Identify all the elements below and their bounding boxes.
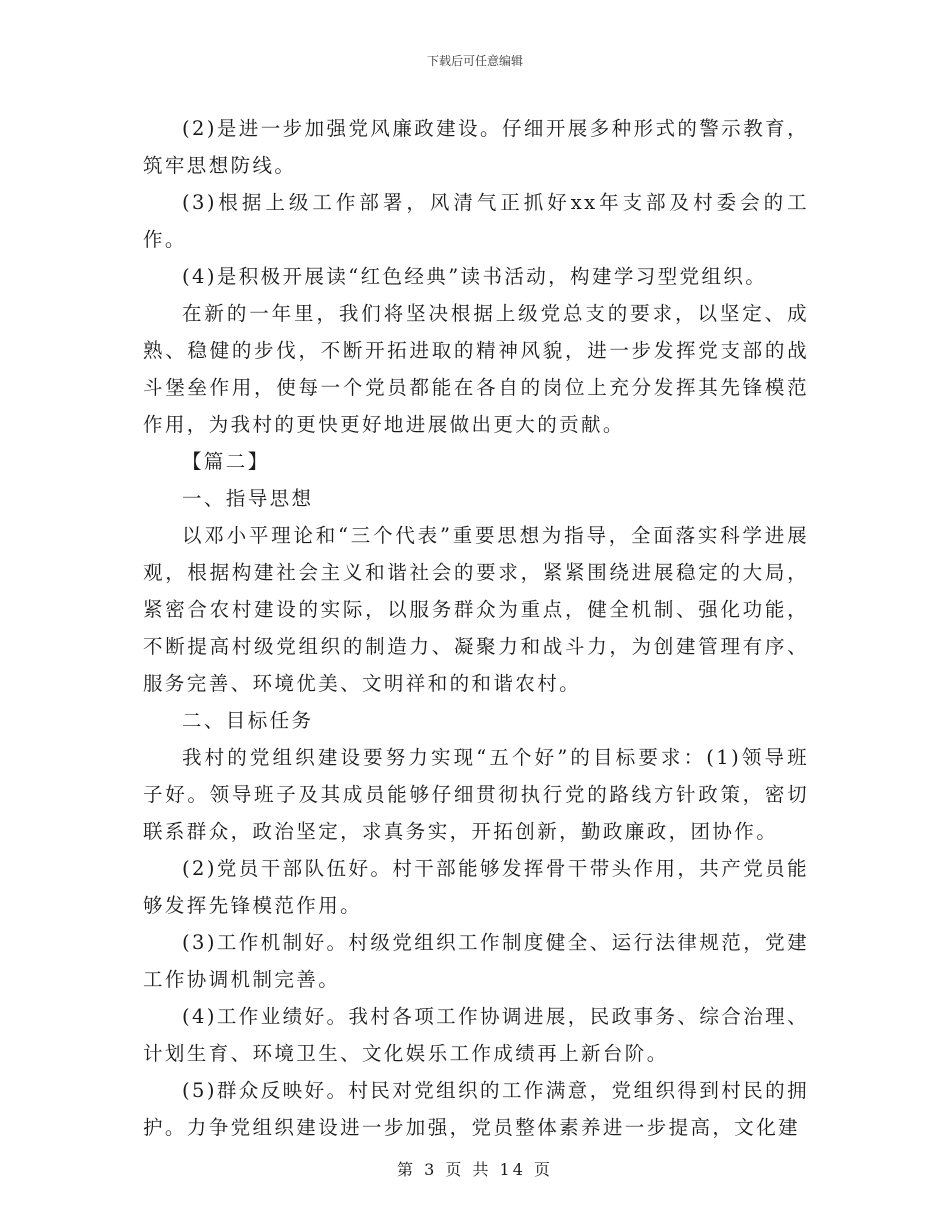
- paragraph-goal-5: (5)群众反映好。村民对党组织的工作满意，党组织得到村民的拥护。力争党组织建设进一步加强，党员整体素养进一步提高，文化建: [143, 1079, 809, 1139]
- paragraph-goal-4: (4)工作业绩好。我村各项工作协调进展，民政事务、综合治理、计划生育、环境卫生、文化娱乐工作成绩再上新台阶。: [143, 1005, 809, 1065]
- paragraph-guiding-thought: 以邓小平理论和“三个代表”重要思想为指导，全面落实科学进展观，根据构建社会主义和谐社会的要求，紧紧围绕进展稳定的大局，紧密合农村建设的实际，以服务群众为重点，健全机制、强化功能，不断提高村级党组织的制造力、凝聚力和战斗力，为创建管理有序、服务完善、环境优美、文明祥和的和谐农村。: [143, 524, 809, 695]
- page-number-footer: 第 3 页 共 14 页: [397, 1160, 553, 1179]
- paragraph-4: 在新的一年里，我们将坚决根据上级党总支的要求，以坚定、成熟、稳健的步伐，不断开拓进取的精神风貌，进一步发挥党支部的战斗堡垒作用，使每一个党员都能在各自的岗位上充分发挥其先锋模范作用，为我村的更快更好地进展做出更大的贡献。: [143, 302, 809, 436]
- paragraph-goal-2: (2)党员干部队伍好。村干部能够发挥骨干带头作用，共产党员能够发挥先锋模范作用。: [143, 857, 809, 917]
- page-header: 下载后可任意编辑: [426, 54, 523, 68]
- paragraph-3: (4)是积极开展读“红色经典”读书活动，构建学习型党组织。: [182, 265, 768, 288]
- paragraph-goal-1: 我村的党组织建设要努力实现“五个好”的目标要求：(1)领导班子好。领导班子及其成员能够仔细贯彻执行党的路线方针政策，密切联系群众，政治坚定，求真务实，开拓创新，勤政廉政，团协作。: [143, 746, 809, 843]
- section-heading-goals: 二、目标任务: [182, 709, 314, 732]
- section-heading-guiding-thought: 一、指导思想: [182, 487, 314, 510]
- paragraph-goal-3: (3)工作机制好。村级党组织工作制度健全、运行法律规范，党建工作协调机制完善。: [143, 931, 809, 991]
- paragraph-1: (2)是进一步加强党风廉政建设。仔细开展多种形式的警示教育，筑牢思想防线。: [143, 117, 809, 177]
- paragraph-2: (3)根据上级工作部署，风清气正抓好xx年支部及村委会的工作。: [143, 191, 809, 251]
- document-body: [143, 110, 809, 1146]
- section-heading-part-two: 【篇二】: [182, 450, 270, 473]
